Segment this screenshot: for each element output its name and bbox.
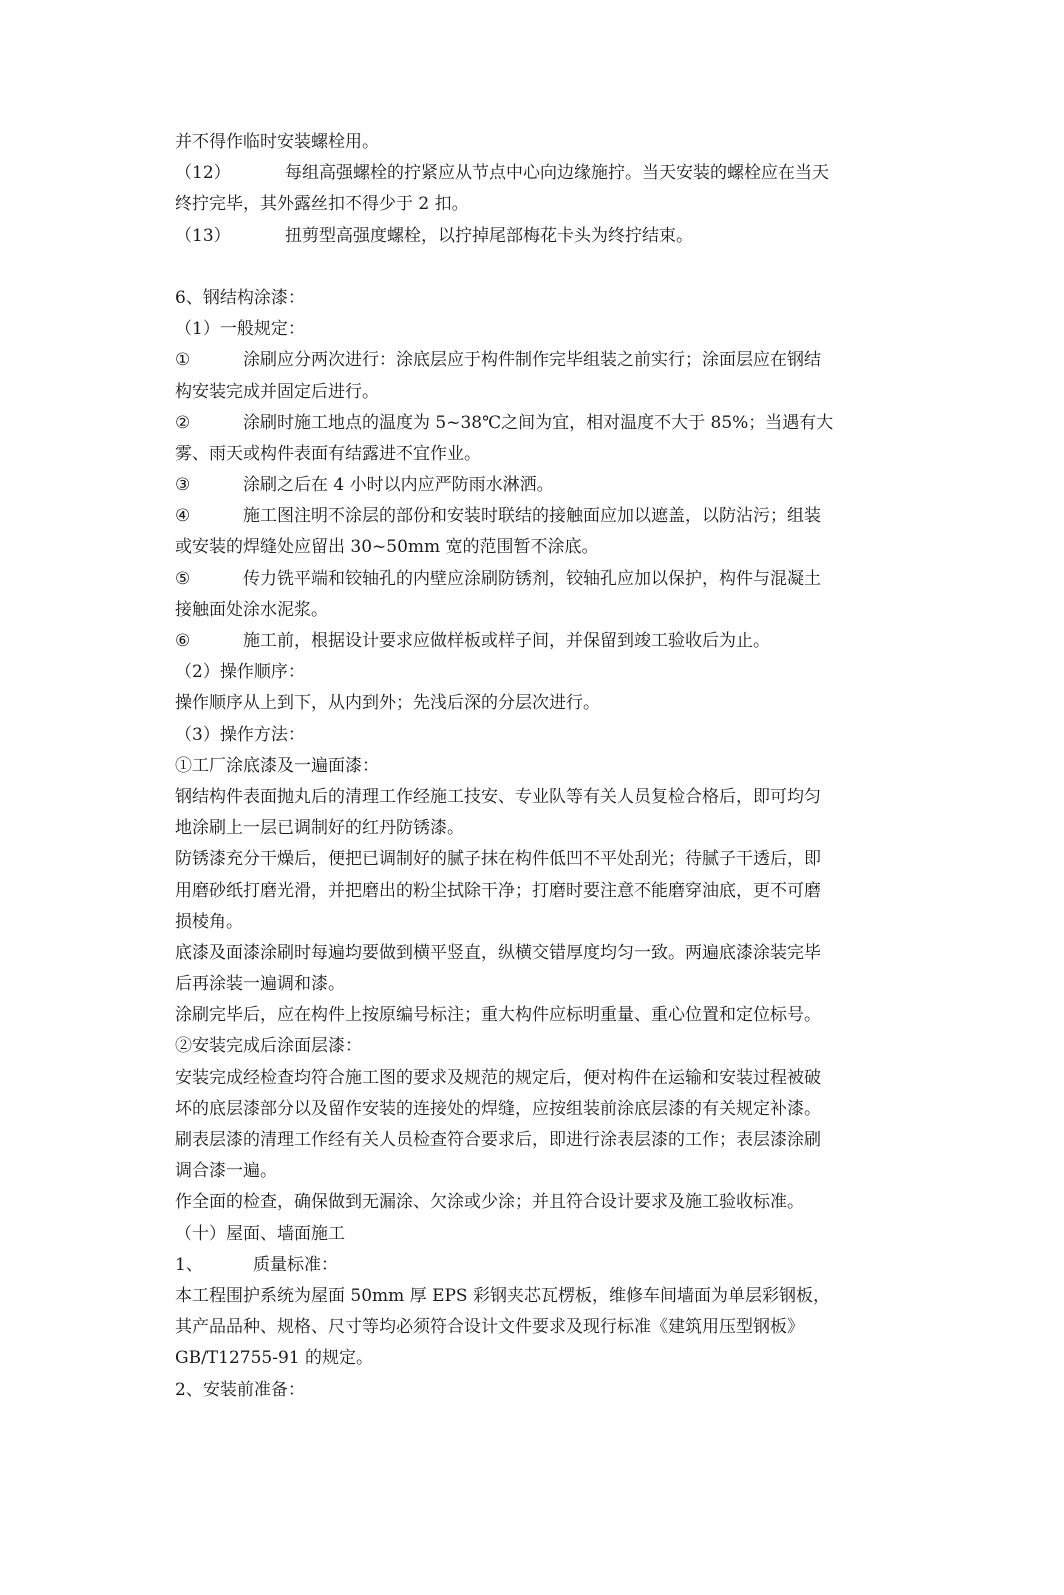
item-number: ⑤ bbox=[175, 568, 191, 589]
item-text: 每组高强螺栓的拧紧应从节点中心向边缘施拧。当天安装的螺栓应在当天 bbox=[285, 163, 829, 184]
text-line: 地涂刷上一层已调制好的红丹防锈漆。 bbox=[175, 818, 464, 839]
chapter-heading: （十）屋面、墙面施工 bbox=[175, 1223, 345, 1244]
item-number: ⑥ bbox=[175, 631, 191, 651]
text-line: 底漆及面漆涂刷时每遍均要做到横平竖直，纵横交错厚度均匀一致。两遍底漆涂装完毕 bbox=[175, 942, 821, 963]
text-line: 本工程围护系统为屋面 50mm 厚 EPS 彩钢夹芯瓦楞板，维修车间墙面为单层彩钢板， bbox=[175, 1285, 830, 1306]
item-number: 1、 bbox=[175, 1254, 203, 1275]
text-line: 坏的底层漆部分以及留作安装的连接处的焊缝，应按组装前涂底层漆的有关规定补漆。 bbox=[175, 1098, 821, 1119]
list-item-5 bbox=[175, 564, 875, 595]
text-line: 防锈漆充分干燥后，便把已调制好的腻子抹在构件低凹不平处刮光；待腻子干透后，即 bbox=[175, 849, 821, 870]
section-heading: 6、钢结构涂漆： bbox=[175, 287, 305, 308]
text-line: 后再涂装一遍调和漆。 bbox=[175, 974, 345, 995]
item-text: 涂刷应分两次进行：涂底层应于构件制作完毕组装之前实行；涂面层应在钢结 bbox=[243, 350, 821, 371]
list-item-1 bbox=[175, 345, 875, 376]
item-text: 扭剪型高强度螺栓，以拧掉尾部梅花卡头为终拧结束。 bbox=[285, 225, 693, 246]
text-line: 钢结构件表面抛丸后的清理工作经施工技安、专业队等有关人员复检合格后，即可均匀 bbox=[175, 786, 821, 807]
text-line: 刷表层漆的清理工作经有关人员检查符合要求后，即进行涂表层漆的工作；表层漆涂刷 bbox=[175, 1130, 821, 1150]
item-number: ① bbox=[175, 350, 191, 371]
numbered-heading-1 bbox=[175, 1250, 875, 1281]
list-item-4 bbox=[175, 501, 875, 532]
step-heading: ①工厂涂底漆及一遍面漆： bbox=[175, 755, 379, 776]
item-number: ④ bbox=[175, 506, 191, 527]
blank-line bbox=[175, 252, 875, 283]
text-line: 用磨砂纸打磨光滑，并把磨出的粉尘拭除干净；打磨时要注意不能磨穿油底，更不可磨 bbox=[175, 880, 821, 901]
subsection-heading: （3）操作方法： bbox=[175, 724, 305, 745]
item-text: 施工前，根据设计要求应做样板或样子间，并保留到竣工验收后为止。 bbox=[243, 631, 770, 651]
item-text: 质量标准： bbox=[253, 1254, 338, 1275]
item-text: 施工图注明不涂层的部份和安装时联结的接触面应加以遮盖，以防沾污；组装 bbox=[243, 506, 821, 527]
section-heading: 2、安装前准备： bbox=[175, 1379, 305, 1400]
text-line: 雾、雨天或构件表面有结露进不宜作业。 bbox=[175, 443, 481, 464]
item-number: （13） bbox=[175, 225, 231, 246]
text-line: 或安装的焊缝处应留出 30~50mm 宽的范围暂不涂底。 bbox=[175, 537, 599, 558]
subsection-heading: （2）操作顺序： bbox=[175, 662, 305, 683]
step-heading: ②安装完成后涂面层漆： bbox=[175, 1036, 362, 1057]
text-line: 损棱角。 bbox=[175, 911, 243, 932]
numbered-item-13 bbox=[175, 221, 875, 252]
text-line: 调合漆一遍。 bbox=[175, 1161, 277, 1182]
item-text: 涂刷之后在 4 小时以内应严防雨水淋洒。 bbox=[243, 475, 554, 496]
item-number: ② bbox=[175, 412, 191, 433]
item-text: 传力铣平端和铰轴孔的内壁应涂刷防锈剂，铰轴孔应加以保护，构件与混凝土 bbox=[243, 568, 821, 589]
text-line: 接触面处涂水泥浆。 bbox=[175, 599, 328, 620]
text-line: 并不得作临时安装螺栓用。 bbox=[175, 132, 379, 152]
list-item-3 bbox=[175, 470, 875, 501]
item-text: 涂刷时施工地点的温度为 5~38℃之间为宜，相对温度不大于 85%；当遇有大 bbox=[243, 412, 834, 433]
item-number: ③ bbox=[175, 475, 191, 496]
text-line: 安装完成经检查均符合施工图的要求及规范的规定后，便对构件在运输和安装过程被破 bbox=[175, 1067, 821, 1088]
text-line: 终拧完毕，其外露丝扣不得少于 2 扣。 bbox=[175, 194, 469, 215]
list-item-6 bbox=[175, 626, 875, 657]
text-line: 操作顺序从上到下，从内到外；先浅后深的分层次进行。 bbox=[175, 693, 600, 714]
subsection-heading: （1）一般规定： bbox=[175, 319, 305, 340]
text-line: 其产品品种、规格、尺寸等均必须符合设计文件要求及现行标准《建筑用压型钢板》 bbox=[175, 1317, 804, 1338]
numbered-item-12 bbox=[175, 158, 875, 189]
list-item-2 bbox=[175, 408, 875, 439]
document-page bbox=[175, 127, 875, 1406]
item-number: （12） bbox=[175, 163, 231, 184]
text-line: 构安装完成并固定后进行。 bbox=[175, 381, 379, 402]
text-line: 作全面的检查，确保做到无漏涂、欠涂或少涂；并且符合设计要求及施工验收标准。 bbox=[175, 1192, 804, 1213]
text-line: 涂刷完毕后，应在构件上按原编号标注；重大构件应标明重量、重心位置和定位标号。 bbox=[175, 1005, 821, 1026]
text-line: GB/T12755-91 的规定。 bbox=[175, 1348, 373, 1369]
